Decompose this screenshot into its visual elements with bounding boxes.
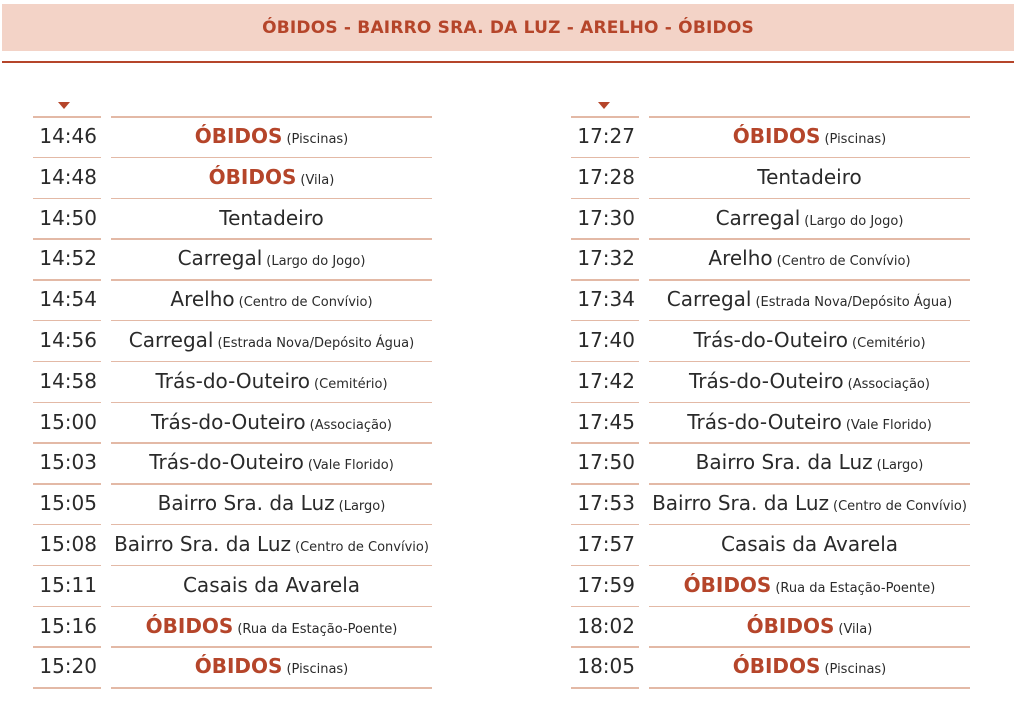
stop-cell bbox=[111, 158, 432, 197]
stop-name: Casais da Avarela bbox=[720, 531, 899, 556]
stop-cell bbox=[649, 647, 970, 686]
stop-location-detail: (Estrada Nova/Depósito Água) bbox=[755, 295, 953, 311]
stop-cell bbox=[111, 280, 432, 319]
stop-name: Bairro Sra. da Luz bbox=[652, 491, 830, 516]
stop-name: Bairro Sra. da Luz bbox=[114, 531, 292, 556]
stop-location-detail: (Piscinas) bbox=[286, 662, 349, 678]
stop-cell bbox=[111, 647, 432, 686]
stop-name: Trás-do-Outeiro bbox=[689, 368, 844, 393]
departure-time: 17:34 bbox=[577, 287, 635, 312]
stop-name: ÓBIDOS bbox=[145, 613, 234, 638]
stop-location-detail: (Centro de Convívio) bbox=[833, 499, 967, 515]
departure-time: 17:59 bbox=[577, 572, 635, 597]
stop-location-detail: (Cemitério) bbox=[314, 376, 388, 392]
stop-name: Carregal bbox=[666, 287, 752, 312]
departure-time: 15:16 bbox=[39, 613, 97, 638]
departure-time: 17:30 bbox=[577, 205, 635, 230]
title-divider bbox=[2, 61, 1014, 63]
stop-name: ÓBIDOS bbox=[194, 124, 283, 148]
departure-time: 15:00 bbox=[39, 409, 97, 434]
stop-name: Tentadeiro bbox=[757, 164, 862, 189]
stop-cell bbox=[649, 566, 970, 605]
stop-location-detail: (Largo) bbox=[338, 499, 386, 515]
stop-cell bbox=[111, 403, 432, 442]
departure-time: 14:54 bbox=[39, 287, 97, 312]
route-title: ÓBIDOS - BAIRRO SRA. DA LUZ - ARELHO - ÓBIDOS bbox=[262, 17, 754, 38]
departure-time: 14:56 bbox=[39, 327, 97, 352]
stop-cell bbox=[111, 199, 432, 238]
stop-name: Trás-do-Outeiro bbox=[151, 409, 306, 434]
stop-cell bbox=[111, 117, 432, 156]
stop-name: Arelho bbox=[708, 246, 773, 271]
stop-name: Casais da Avarela bbox=[182, 572, 361, 597]
departure-time: 17:42 bbox=[577, 368, 635, 393]
departure-time: 14:50 bbox=[39, 205, 97, 230]
departure-time: 15:11 bbox=[39, 572, 97, 597]
stop-location-detail: (Associação) bbox=[309, 417, 392, 433]
departure-time: 18:05 bbox=[577, 654, 635, 679]
departure-time: 17:45 bbox=[577, 409, 635, 434]
stop-location-detail: (Centro de Convívio) bbox=[776, 254, 911, 270]
stop-location-detail: (Vila) bbox=[300, 172, 335, 188]
stop-name: Carregal bbox=[715, 205, 801, 230]
stop-location-detail: (Centro de Convívio) bbox=[238, 295, 373, 311]
stop-cell bbox=[111, 525, 432, 564]
stop-location-detail: (Estrada Nova/Depósito Água) bbox=[217, 335, 415, 351]
stop-cell bbox=[111, 484, 432, 523]
stop-location-detail: (Largo do Jogo) bbox=[266, 254, 366, 270]
stop-location-detail: (Piscinas) bbox=[286, 132, 349, 147]
stop-name: Trás-do-Outeiro bbox=[155, 368, 311, 393]
stop-location-detail: (Piscinas) bbox=[824, 132, 887, 147]
stop-cell bbox=[649, 525, 970, 564]
departure-time: 14:46 bbox=[39, 124, 97, 148]
stop-name: ÓBIDOS bbox=[732, 654, 821, 679]
stop-cell bbox=[649, 403, 970, 442]
departure-time: 17:57 bbox=[577, 531, 635, 556]
route-title-banner bbox=[2, 4, 1014, 51]
stop-name: Bairro Sra. da Luz bbox=[157, 491, 335, 516]
stop-location-detail: (Piscinas) bbox=[824, 662, 887, 678]
stop-location-detail: (Vale Florido) bbox=[845, 417, 932, 433]
stop-cell bbox=[111, 321, 432, 360]
caret-down-icon bbox=[598, 102, 610, 109]
departure-time: 15:08 bbox=[39, 531, 97, 556]
stop-location-detail: (Rua da Estação-Poente) bbox=[775, 580, 936, 596]
departure-time: 17:27 bbox=[577, 124, 635, 148]
departure-time: 14:58 bbox=[39, 368, 97, 393]
stop-cell bbox=[111, 239, 432, 278]
departure-time: 14:52 bbox=[39, 246, 97, 271]
departure-time: 17:53 bbox=[577, 491, 635, 516]
stop-name: ÓBIDOS bbox=[683, 572, 772, 597]
stop-cell bbox=[111, 566, 432, 605]
stop-name: Tentadeiro bbox=[219, 205, 324, 230]
stop-location-detail: (Largo) bbox=[876, 458, 924, 474]
departure-time: 17:32 bbox=[577, 246, 635, 271]
stop-cell bbox=[649, 443, 970, 482]
stop-location-detail: (Vila) bbox=[838, 621, 873, 637]
stop-location-detail: (Rua da Estação-Poente) bbox=[237, 621, 398, 637]
stop-cell bbox=[649, 321, 970, 360]
stop-location-detail: (Largo do Jogo) bbox=[804, 213, 904, 229]
stop-name: ÓBIDOS bbox=[746, 613, 835, 638]
stop-name: ÓBIDOS bbox=[194, 654, 283, 679]
stop-cell bbox=[649, 607, 970, 646]
stop-name: ÓBIDOS bbox=[208, 164, 297, 189]
stop-location-detail: (Associação) bbox=[847, 376, 930, 392]
departure-time: 17:50 bbox=[577, 450, 635, 475]
departure-time: 15:03 bbox=[39, 450, 97, 475]
stop-name: Trás-do-Outeiro bbox=[693, 327, 849, 352]
stop-cell bbox=[111, 362, 432, 401]
stop-location-detail: (Cemitério) bbox=[852, 335, 926, 351]
stop-name: Arelho bbox=[170, 287, 235, 312]
stop-name: ÓBIDOS bbox=[732, 124, 821, 148]
stop-location-detail: (Vale Florido) bbox=[307, 458, 394, 474]
stop-cell bbox=[111, 607, 432, 646]
stop-cell bbox=[649, 280, 970, 319]
caret-down-icon bbox=[58, 102, 70, 109]
stop-cell bbox=[649, 362, 970, 401]
departure-time: 15:05 bbox=[39, 491, 97, 516]
departure-time: 15:20 bbox=[39, 654, 97, 679]
stop-name: Trás-do-Outeiro bbox=[687, 409, 842, 434]
departure-time: 14:48 bbox=[39, 164, 97, 189]
departure-time: 17:40 bbox=[577, 327, 635, 352]
stop-name: Carregal bbox=[177, 246, 263, 271]
stop-cell bbox=[649, 239, 970, 278]
departure-time: 17:28 bbox=[577, 164, 635, 189]
stop-cell bbox=[649, 117, 970, 156]
stop-location-detail: (Centro de Convívio) bbox=[295, 539, 429, 555]
stop-name: Trás-do-Outeiro bbox=[149, 450, 304, 475]
stop-cell bbox=[649, 158, 970, 197]
stop-name: Bairro Sra. da Luz bbox=[695, 450, 873, 475]
departure-time: 18:02 bbox=[577, 613, 635, 638]
stop-cell bbox=[111, 443, 432, 482]
stop-cell bbox=[649, 199, 970, 238]
stop-cell bbox=[649, 484, 970, 523]
stop-name: Carregal bbox=[128, 327, 214, 352]
